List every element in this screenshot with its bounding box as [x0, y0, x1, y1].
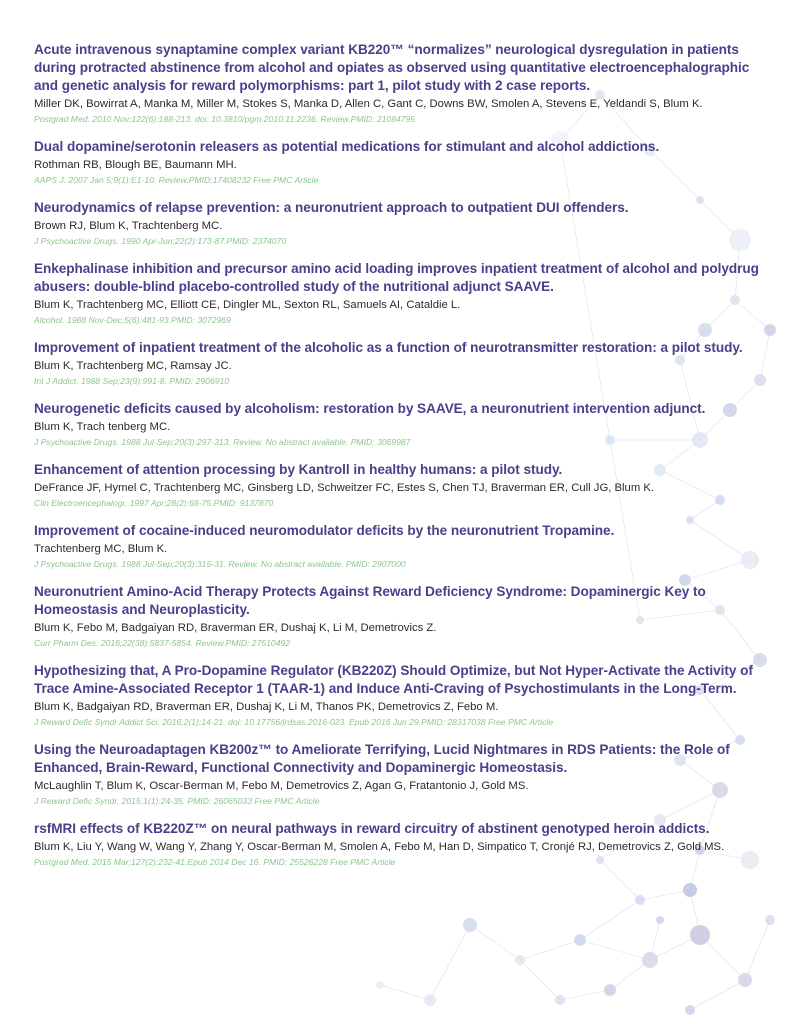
reference-authors: Blum K, Trach tenberg MC. — [34, 421, 171, 433]
reference-title[interactable]: Using the Neuroadaptagen KB200z™ to Ameliorate Terrifying, Lucid Nightmares in RDS Patients: the Role of Enhanced, Brain-Reward, Functional Connectivity and Dopaminergic Homeostasis. — [34, 742, 730, 775]
reference-authors: Rothman RB, Blough BE, Baumann MH. — [34, 159, 237, 171]
reference-authors: Blum K, Trachtenberg MC, Elliott CE, Dingler ML, Sexton RL, Samuels AI, Cataldie L. — [34, 299, 461, 311]
network-node — [574, 934, 586, 946]
reference-item — [34, 583, 764, 650]
network-node — [635, 895, 645, 905]
reference-authors: Blum K, Badgaiyan RD, Braverman ER, Dushaj K, Li M, Thanos PK, Demetrovics Z, Febo M. — [34, 701, 499, 713]
reference-item — [34, 820, 764, 869]
reference-citation: Curr Pharm Des. 2016;22(38):5837-5854. Review.PMID: 27510492 — [34, 638, 291, 648]
reference-item — [34, 260, 764, 327]
network-node — [656, 916, 664, 924]
reference-item — [34, 461, 764, 510]
network-link — [520, 940, 580, 960]
reference-item — [34, 662, 764, 729]
network-link — [520, 960, 560, 1000]
reference-item — [34, 339, 764, 388]
network-node — [683, 883, 697, 897]
reference-title[interactable]: Neurogenetic deficits caused by alcoholism: restoration by SAAVE, a neuronutrient intervention adjunct. — [34, 401, 706, 416]
reference-authors: Blum K, Trachtenberg MC, Ramsay JC. — [34, 360, 232, 372]
reference-authors: Blum K, Liu Y, Wang W, Wang Y, Zhang Y, Oscar-Berman M, Smolen A, Febo M, Han D, Simpatico T, Cronjé RJ, Demetrovics Z, Gold MS. — [34, 841, 725, 853]
network-node — [764, 324, 776, 336]
network-node — [555, 995, 565, 1005]
reference-item — [34, 522, 764, 571]
network-node — [463, 918, 477, 932]
reference-authors: Miller DK, Bowirrat A, Manka M, Miller M, Stokes S, Manka D, Allen C, Gant C, Downs BW, Smolen A, Stevens E, Yeldandi S, Blum K. — [34, 98, 703, 110]
reference-item — [34, 741, 764, 808]
reference-title[interactable]: Acute intravenous synaptamine complex variant KB220™ “normalizes” neurological dysregulation in patients during protracted abstinence from alcohol and opiates as observed using quantitative electroencephalographic and genetic analysis for reward polymorphisms: part 1, pilot study with 2 case reports. — [34, 42, 750, 93]
network-node — [690, 925, 710, 945]
reference-citation: Postgrad Med. 2015 Mar;127(2):232-41.Epub 2014 Dec 16. PMID: 25526228 Free PMC Article — [34, 857, 396, 867]
reference-list — [34, 41, 764, 881]
network-link — [580, 900, 640, 940]
reference-citation: Int J Addict. 1988 Sep;23(9):991-8. PMID: 2906910 — [34, 376, 230, 386]
reference-citation: AAPS J. 2007 Jan 5;9(1):E1-10. Review.PMID:17408232 Free PMC Article — [34, 175, 319, 185]
reference-item — [34, 41, 764, 126]
reference-title[interactable]: Neurodynamics of relapse prevention: a neuronutrient approach to outpatient DUI offenders. — [34, 200, 629, 215]
network-link — [430, 925, 470, 1000]
network-node — [424, 994, 436, 1006]
reference-title[interactable]: Dual dopamine/serotonin releasers as potential medications for stimulant and alcohol addictions. — [34, 139, 660, 154]
reference-citation: J Psychoactive Drugs. 1990 Apr-Jun;22(2):173-87.PMID: 2374070 — [34, 236, 287, 246]
reference-authors: Trachtenberg MC, Blum K. — [34, 543, 168, 555]
network-link — [580, 940, 650, 960]
network-link — [560, 990, 610, 1000]
reference-citation: Postgrad Med. 2010 Nov;122(6):188-213. doi: 10.3810/pgm.2010.11.2236. Review.PMID: 21084795 — [34, 114, 416, 124]
reference-authors: DeFrance JF, Hymel C, Trachtenberg MC, Ginsberg LD, Schweitzer FC, Estes S, Chen TJ, Braverman ER, Cull JG, Blum K. — [34, 482, 655, 494]
reference-title[interactable]: Enkephalinase inhibition and precursor amino acid loading improves inpatient treatment of alcohol and polydrug abusers: double-blind placebo-controlled study of the nutritional adjunct SAAVE. — [34, 261, 759, 294]
network-link — [640, 890, 690, 900]
reference-item — [34, 138, 764, 187]
reference-citation: J Psychoactive Drugs. 1988 Jul-Sep;20(3):315-31. Review. No abstract available. PMID: 2907000 — [34, 559, 406, 569]
reference-title[interactable]: Enhancement of attention processing by Kantroll in healthy humans: a pilot study. — [34, 462, 563, 477]
network-node — [604, 984, 616, 996]
network-link — [745, 920, 770, 980]
network-node — [765, 915, 775, 925]
reference-title[interactable]: Improvement of cocaine-induced neuromodulator deficits by the neuronutrient Tropamine. — [34, 523, 615, 538]
reference-citation: Alcohol. 1988 Nov-Dec;5(6):481-93.PMID: 3072969 — [34, 315, 231, 325]
network-node — [376, 981, 384, 989]
network-node — [642, 952, 658, 968]
network-node — [515, 955, 525, 965]
network-link — [380, 985, 430, 1000]
reference-title[interactable]: Hypothesizing that, A Pro-Dopamine Regulator (KB220Z) Should Optimize, but Not Hyper-Activate the Activity of Trace Amine-Associated Receptor 1 (TAAR-1) and Induce Anti-Craving of Psychostimulants in the Long-Term. — [34, 663, 753, 696]
reference-citation: Clin Electroencephalogr. 1997 Apr;28(2):68-75.PMID: 9137870 — [34, 498, 274, 508]
network-node — [685, 1005, 695, 1015]
reference-authors: Brown RJ, Blum K, Trachtenberg MC. — [34, 220, 223, 232]
reference-authors: Blum K, Febo M, Badgaiyan RD, Braverman ER, Dushaj K, Li M, Demetrovics Z. — [34, 622, 437, 634]
reference-title[interactable]: Improvement of inpatient treatment of the alcoholic as a function of neurotransmitter restoration: a pilot study. — [34, 340, 743, 355]
reference-citation: J Reward Defic Syndr. 2015;1(1):24-35. PMID: 26065033 Free PMC Article — [34, 796, 320, 806]
reference-authors: McLaughlin T, Blum K, Oscar-Berman M, Febo M, Demetrovics Z, Agan G, Fratantonio J, Gold MS. — [34, 780, 529, 792]
network-link — [470, 925, 520, 960]
reference-citation: J Reward Defic Syndr Addict Sci. 2016;2(1):14-21. doi: 10.17756/jrdsas.2016-023. Epub 2016 Jun 29.PMID: 28317038 Free PMC Article — [34, 717, 554, 727]
network-link — [690, 980, 745, 1010]
reference-title[interactable]: Neuronutrient Amino-Acid Therapy Protects Against Reward Deficiency Syndrome: Dopaminergic Key to Homeostasis and Neuroplasticity. — [34, 584, 706, 617]
reference-title[interactable]: rsfMRI effects of KB220Z™ on neural pathways in reward circuitry of abstinent genotyped heroin addicts. — [34, 821, 710, 836]
reference-item — [34, 400, 764, 449]
network-node — [738, 973, 752, 987]
reference-citation: J Psychoactive Drugs. 1988 Jul-Sep;20(3):297-313. Review. No abstract available. PMID: 3069987 — [34, 437, 411, 447]
reference-item — [34, 199, 764, 248]
